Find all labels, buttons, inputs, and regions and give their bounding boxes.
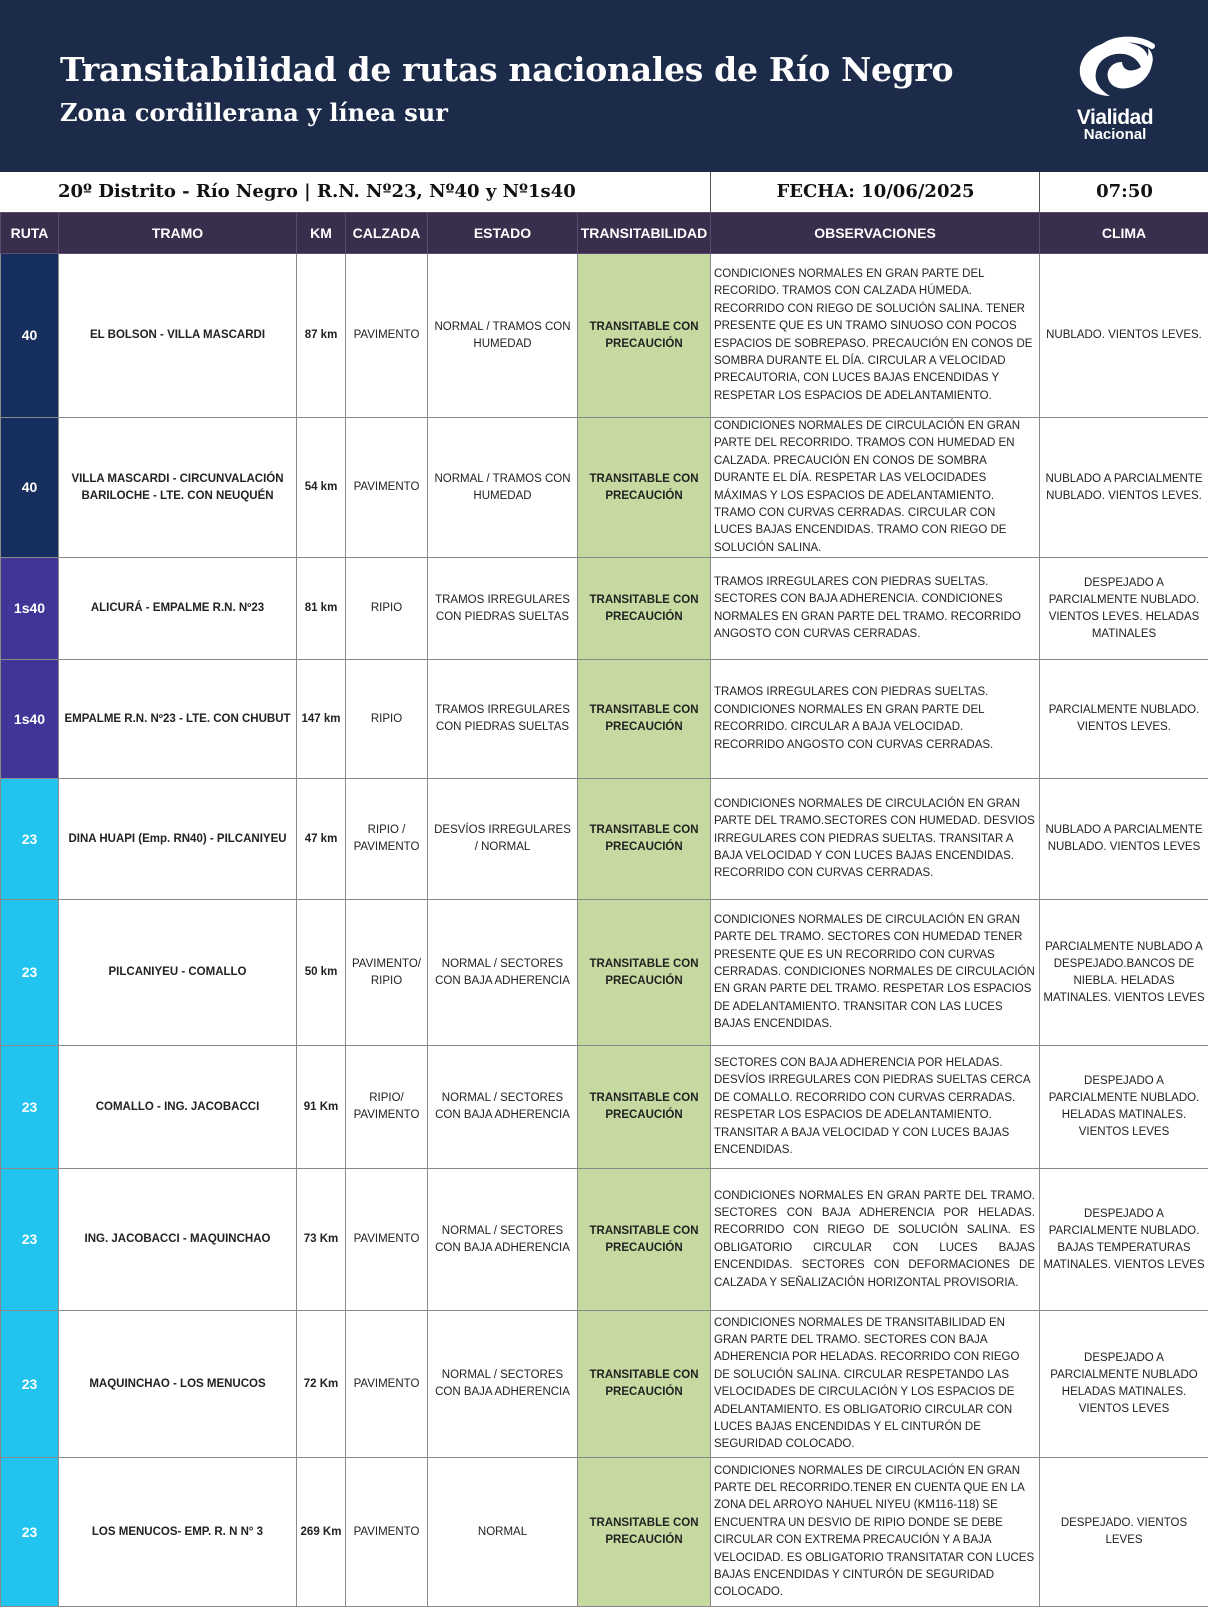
header-transitabilidad: TRANSITABILIDAD: [578, 213, 711, 254]
observations: CONDICIONES NORMALES DE CIRCULACIÓN EN GRAN PARTE DEL TRAMO. SECTORES CON HUMEDAD TENER PRESENTE QUE ES UN RECORRIDO CON CURVAS CERRADAS. CONDICIONES NORMALES DE CIRCULACIÓN EN GRAN PARTE DEL TRAMO. RESPETAR LOS ESPACIOS DE ADELANTAMIENTO. TRANSITAR CON LAS LUCES BAJAS ENCENDIDAS.: [711, 900, 1040, 1046]
segment-name: COMALLO - ING. JACOBACCI: [59, 1046, 297, 1169]
routes-table: [0, 212, 1208, 1607]
observations: TRAMOS IRREGULARES CON PIEDRAS SUELTAS. CONDICIONES NORMALES EN GRAN PARTE DEL RECORRIDO. CIRCULAR A BAJA VELOCIDAD. RECORRIDO ANGOSTO CON CURVAS CERRADAS.: [711, 660, 1040, 779]
report-header: [0, 0, 1208, 172]
route-number: 23: [1, 1169, 59, 1311]
header-clima: CLIMA: [1040, 213, 1208, 254]
header-calzada: CALZADA: [346, 213, 428, 254]
weather: NUBLADO. VIENTOS LEVES.: [1040, 254, 1208, 418]
surface-type: RIPIO / PAVIMENTO: [346, 779, 428, 900]
table-row: [1, 1311, 1208, 1458]
observations: CONDICIONES NORMALES DE CIRCULACIÓN EN GRAN PARTE DEL RECORRIDO. TRAMOS CON HUMEDAD EN CALZADA. PRECAUCIÓN EN CONOS DE SOMBRA DURANTE EL DÍA. RESPETAR LAS VELOCIDADES MÁXIMAS Y LOS ESPACIOS DE ADELANTAMIENTO. TRAMO CON CURVAS CERRADAS. CIRCULAR CON LUCES BAJAS ENCENDIDAS. TRAMO CON RIEGO DE SOLUCIÓN SALINA.: [711, 418, 1040, 558]
road-state: NORMAL / SECTORES CON BAJA ADHERENCIA: [428, 1169, 578, 1311]
segment-km: 47 km: [297, 779, 346, 900]
transitability-status: TRANSITABLE CON PRECAUCIÓN: [578, 254, 711, 418]
weather: DESPEJADO A PARCIALMENTE NUBLADO. HELADAS MATINALES. VIENTOS LEVES: [1040, 1046, 1208, 1169]
segment-name: VILLA MASCARDI - CIRCUNVALACIÓN BARILOCHE - LTE. CON NEUQUÉN: [59, 418, 297, 558]
header-observaciones: OBSERVACIONES: [711, 213, 1040, 254]
surface-type: RIPIO/ PAVIMENTO: [346, 1046, 428, 1169]
table-row: [1, 254, 1208, 418]
segment-km: 269 Km: [297, 1458, 346, 1607]
segment-km: 87 km: [297, 254, 346, 418]
surface-type: PAVIMENTO: [346, 1311, 428, 1458]
table-row: [1, 900, 1208, 1046]
transitability-status: TRANSITABLE CON PRECAUCIÓN: [578, 558, 711, 660]
road-state: TRAMOS IRREGULARES CON PIEDRAS SUELTAS: [428, 660, 578, 779]
header-estado: ESTADO: [428, 213, 578, 254]
transitability-status: TRANSITABLE CON PRECAUCIÓN: [578, 900, 711, 1046]
surface-type: RIPIO: [346, 660, 428, 779]
weather: NUBLADO A PARCIALMENTE NUBLADO. VIENTOS LEVES: [1040, 779, 1208, 900]
segment-km: 73 Km: [297, 1169, 346, 1311]
surface-type: PAVIMENTO: [346, 1458, 428, 1607]
segment-name: ALICURÁ - EMPALME R.N. Nº23: [59, 558, 297, 660]
observations: CONDICIONES NORMALES DE CIRCULACIÓN EN GRAN PARTE DEL RECORRIDO.TENER EN CUENTA QUE EN LA ZONA DEL ARROYO NAHUEL NIYEU (KM116-118) SE ENCUENTRA UN DESVIO DE RIPIO DONDE SE DEBE CIRCULAR CON EXTREMA PRECAUCIÓN Y A BAJA VELOCIDAD. ES OBLIGATORIO TRANSITATAR CON LUCES BAJAS ENCENDIDAS Y CINTURÓN DE SEGURIDAD COLOCADO.: [711, 1458, 1040, 1607]
segment-name: EMPALME R.N. Nº23 - LTE. CON CHUBUT: [59, 660, 297, 779]
transitability-status: TRANSITABLE CON PRECAUCIÓN: [578, 1046, 711, 1169]
observations: CONDICIONES NORMALES DE TRANSITABILIDAD EN GRAN PARTE DEL TRAMO. SECTORES CON BAJA ADHERENCIA POR HELADAS. RECORRIDO CON RIEGO DE SOLUCIÓN SALINA. CIRCULAR RESPETANDO LAS VELOCIDADES DE CIRCULACIÓN Y LOS ESPACIOS DE ADELANTAMIENTO. ES OBLIGATORIO CIRCULAR CON LUCES BAJAS ENCENDIDAS Y EL CINTURÓN DE SEGURIDAD COLOCADO.: [711, 1311, 1040, 1458]
route-number: 23: [1, 1046, 59, 1169]
segment-name: MAQUINCHAO - LOS MENUCOS: [59, 1311, 297, 1458]
district-label: 20º Distrito - Río Negro | R.N. Nº23, Nº40 y Nº1s40: [0, 172, 710, 212]
logo-text-nacional: Nacional: [1060, 126, 1170, 143]
segment-km: 54 km: [297, 418, 346, 558]
weather: PARCIALMENTE NUBLADO A DESPEJADO.BANCOS DE NIEBLA. HELADAS MATINALES. VIENTOS LEVES: [1040, 900, 1208, 1046]
transitability-status: TRANSITABLE CON PRECAUCIÓN: [578, 418, 711, 558]
route-number: 1s40: [1, 660, 59, 779]
weather: PARCIALMENTE NUBLADO. VIENTOS LEVES.: [1040, 660, 1208, 779]
segment-km: 81 km: [297, 558, 346, 660]
road-state: NORMAL: [428, 1458, 578, 1607]
vialidad-logo: [1060, 28, 1180, 148]
weather: DESPEJADO. VIENTOS LEVES: [1040, 1458, 1208, 1607]
weather: DESPEJADO A PARCIALMENTE NUBLADO. BAJAS TEMPERATURAS MATINALES. VIENTOS LEVES: [1040, 1169, 1208, 1311]
table-row: [1, 1169, 1208, 1311]
surface-type: RIPIO: [346, 558, 428, 660]
segment-name: EL BOLSON - VILLA MASCARDI: [59, 254, 297, 418]
route-number: 40: [1, 254, 59, 418]
table-row: [1, 1458, 1208, 1607]
road-state: DESVÍOS IRREGULARES / NORMAL: [428, 779, 578, 900]
segment-km: 50 km: [297, 900, 346, 1046]
transitability-status: TRANSITABLE CON PRECAUCIÓN: [578, 660, 711, 779]
road-state: NORMAL / SECTORES CON BAJA ADHERENCIA: [428, 900, 578, 1046]
header-km: KM: [297, 213, 346, 254]
road-state: TRAMOS IRREGULARES CON PIEDRAS SUELTAS: [428, 558, 578, 660]
surface-type: PAVIMENTO/ RIPIO: [346, 900, 428, 1046]
info-bar: [0, 172, 1208, 213]
route-number: 23: [1, 1311, 59, 1458]
time-label: 07:50: [1039, 172, 1208, 212]
observations: CONDICIONES NORMALES DE CIRCULACIÓN EN GRAN PARTE DEL TRAMO.SECTORES CON HUMEDAD. DESVIOS IRREGULARES CON PIEDRAS SUELTAS. TRANSITAR A BAJA VELOCIDAD Y CON LUCES BAJAS ENCENDIDAS. RECORRIDO CON CURVAS CERRADAS.: [711, 779, 1040, 900]
road-state: NORMAL / TRAMOS CON HUMEDAD: [428, 254, 578, 418]
route-number: 40: [1, 418, 59, 558]
table-row: [1, 418, 1208, 558]
transitability-status: TRANSITABLE CON PRECAUCIÓN: [578, 1169, 711, 1311]
report-subtitle: Zona cordillerana y línea sur: [60, 98, 448, 127]
observations: TRAMOS IRREGULARES CON PIEDRAS SUELTAS. SECTORES CON BAJA ADHERENCIA. CONDICIONES NORMALES EN GRAN PARTE DEL TRAMO. RECORRIDO ANGOSTO CON CURVAS CERRADAS.: [711, 558, 1040, 660]
date-label: FECHA: 10/06/2025: [710, 172, 1040, 212]
route-number: 1s40: [1, 558, 59, 660]
road-state: NORMAL / SECTORES CON BAJA ADHERENCIA: [428, 1046, 578, 1169]
observations: CONDICIONES NORMALES EN GRAN PARTE DEL TRAMO. SECTORES CON BAJA ADHERENCIA POR HELADAS. RECORRIDO CON RIEGO DE SOLUCIÓN SALINA. ES OBLIGATORIO CIRCULAR CON LUCES BAJAS ENCENDIDAS. SECTORES CON DEFORMACIONES DE CALZADA Y SEÑALIZACIÓN HORIZONTAL PROVISORIA.: [711, 1169, 1040, 1311]
surface-type: PAVIMENTO: [346, 1169, 428, 1311]
segment-name: LOS MENUCOS- EMP. R. N N° 3: [59, 1458, 297, 1607]
weather: DESPEJADO A PARCIALMENTE NUBLADO HELADAS MATINALES. VIENTOS LEVES: [1040, 1311, 1208, 1458]
transitability-status: TRANSITABLE CON PRECAUCIÓN: [578, 1311, 711, 1458]
segment-km: 147 km: [297, 660, 346, 779]
surface-type: PAVIMENTO: [346, 418, 428, 558]
report-title: Transitabilidad de rutas nacionales de Río Negro: [60, 50, 953, 89]
transitability-status: TRANSITABLE CON PRECAUCIÓN: [578, 1458, 711, 1607]
route-number: 23: [1, 1458, 59, 1607]
table-row: [1, 1046, 1208, 1169]
weather: DESPEJADO A PARCIALMENTE NUBLADO. VIENTOS LEVES. HELADAS MATINALES: [1040, 558, 1208, 660]
route-number: 23: [1, 900, 59, 1046]
transitability-status: TRANSITABLE CON PRECAUCIÓN: [578, 779, 711, 900]
table-row: [1, 660, 1208, 779]
observations: CONDICIONES NORMALES EN GRAN PARTE DEL RECORIDO. TRAMOS CON CALZADA HÚMEDA. RECORRIDO CON RIEGO DE SOLUCIÓN SALINA. TENER PRESENTE QUE ES UN TRAMO SINUOSO CON POCOS ESPACIOS DE SOBREPASO. PRECAUCIÓN EN CONOS DE SOMBRA DURANTE EL DÍA. CIRCULAR A VELOCIDAD PRECAUTORIA, CON LUCES BAJAS ENCENDIDAS Y RESPETAR LOS ESPACIOS DE ADELANTAMIENTO.: [711, 254, 1040, 418]
observations: SECTORES CON BAJA ADHERENCIA POR HELADAS. DESVÍOS IRREGULARES CON PIEDRAS SUELTAS CERCA DE COMALLO. RECORRIDO CON CURVAS CERRADAS. RESPETAR LOS ESPACIOS DE ADELANTAMIENTO. TRANSITAR A BAJA VELOCIDAD Y CON LUCES BAJAS ENCENDIDAS.: [711, 1046, 1040, 1169]
table-row: [1, 779, 1208, 900]
segment-name: PILCANIYEU - COMALLO: [59, 900, 297, 1046]
surface-type: PAVIMENTO: [346, 254, 428, 418]
segment-name: DINA HUAPI (Emp. RN40) - PILCANIYEU: [59, 779, 297, 900]
header-ruta: RUTA: [1, 213, 59, 254]
road-state: NORMAL / SECTORES CON BAJA ADHERENCIA: [428, 1311, 578, 1458]
segment-km: 72 Km: [297, 1311, 346, 1458]
route-number: 23: [1, 779, 59, 900]
table-row: [1, 558, 1208, 660]
table-header-row: [1, 213, 1208, 254]
segment-km: 91 Km: [297, 1046, 346, 1169]
header-tramo: TRAMO: [59, 213, 297, 254]
vialidad-swirl-icon: [1070, 34, 1162, 106]
segment-name: ING. JACOBACCI - MAQUINCHAO: [59, 1169, 297, 1311]
road-state: NORMAL / TRAMOS CON HUMEDAD: [428, 418, 578, 558]
weather: NUBLADO A PARCIALMENTE NUBLADO. VIENTOS LEVES.: [1040, 418, 1208, 558]
logo-text-vialidad: Vialidad: [1060, 106, 1170, 130]
